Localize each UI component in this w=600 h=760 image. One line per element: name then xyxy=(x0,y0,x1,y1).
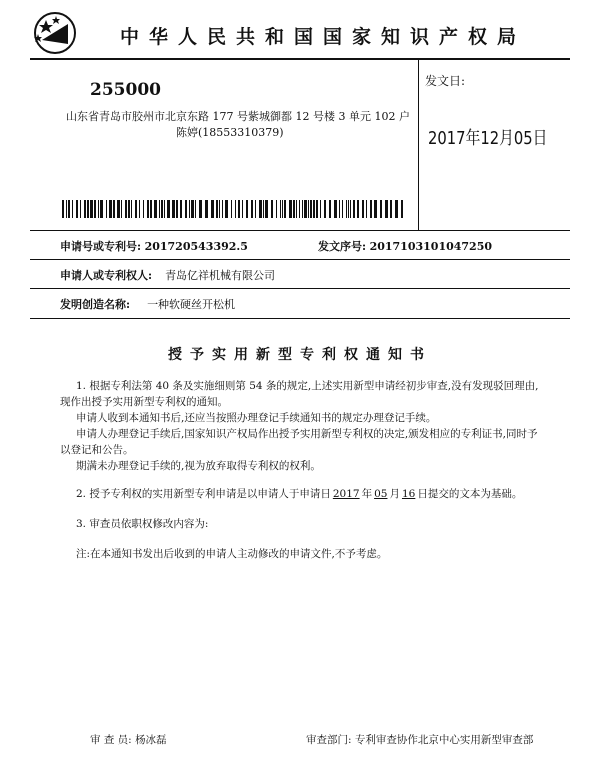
serial-number-label: 发文序号: xyxy=(318,240,367,253)
dispatch-date: 2017年12月05日 xyxy=(428,128,548,149)
paragraph-2-suffix: 日提交的文本为基础。 xyxy=(417,488,523,500)
header-rule xyxy=(30,58,570,60)
invention-label: 发明创造名称: xyxy=(60,298,131,311)
application-number: 201720543392.5 xyxy=(144,240,248,253)
rule-1 xyxy=(30,230,570,231)
filing-month: 05 xyxy=(374,488,388,500)
barcode xyxy=(62,200,406,218)
department-name: 专利审查协作北京中心实用新型审查部 xyxy=(354,734,534,746)
rule-4 xyxy=(30,318,570,319)
year-char: 年 xyxy=(361,488,373,500)
department-label: 审查部门: xyxy=(306,734,352,746)
postcode: 255000 xyxy=(90,80,161,100)
filing-year: 2017 xyxy=(332,488,360,500)
filing-day: 16 xyxy=(401,488,416,500)
office-name: 中华人民共和国国家知识产权局 xyxy=(120,26,527,48)
month-char: 月 xyxy=(389,488,400,500)
examiner-name: 杨冰磊 xyxy=(135,734,167,746)
paragraph-3: 3. 审查员依职权修改内容为: xyxy=(76,518,209,530)
dispatch-date-label: 发文日: xyxy=(425,74,466,88)
notice-title: 授予实用新型专利权通知书 xyxy=(168,347,432,363)
application-number-label: 申请号或专利号: xyxy=(60,240,142,253)
applicant-row xyxy=(60,267,275,283)
recipient: 陈婷(18553310379) xyxy=(176,126,284,139)
invention-name: 一种软硬丝开松机 xyxy=(147,298,236,311)
dispatch-divider xyxy=(418,58,419,230)
applicant-name: 青岛亿祥机械有限公司 xyxy=(165,269,276,282)
paragraph-1c: 申请人办理登记手续后,国家知识产权局作出授予实用新型专利权的决定,颁发相应的专利证书,同时予以登记和公告。 xyxy=(60,428,538,456)
paragraph-1: 1. 根据专利法第 40 条及实施细则第 54 条的规定,上述实用新型申请经初步审查,没有发现驳回理由,现作出授予实用新型专利权的通知。 xyxy=(60,380,539,408)
department xyxy=(306,732,533,747)
serial-number-row xyxy=(318,238,492,254)
invention-row xyxy=(60,296,235,312)
applicant-label: 申请人或专利权人: xyxy=(60,269,153,282)
paragraph-1d: 期满未办理登记手续的,视为放弃取得专利权的权利。 xyxy=(76,460,321,472)
cnipa-logo-icon xyxy=(32,10,78,56)
examiner-label: 审 查 员: xyxy=(90,734,132,746)
paragraph-2-prefix: 2. 授予专利权的实用新型专利申请是以申请人于申请日 xyxy=(76,488,331,500)
paragraph-2 xyxy=(60,486,540,502)
rule-3 xyxy=(30,288,570,289)
examiner xyxy=(90,732,167,747)
paragraph-1b: 申请人收到本通知书后,还应当按照办理登记手续通知书的规定办理登记手续。 xyxy=(76,412,437,424)
mailing-address: 山东省青岛市胶州市北京东路 177 号紫城御都 12 号楼 3 单元 102 户 xyxy=(66,110,410,123)
application-number-row xyxy=(60,238,248,254)
rule-2 xyxy=(30,259,570,260)
serial-number: 2017103101047250 xyxy=(369,240,493,253)
notice-note: 注:在本通知书发出后收到的申请人主动修改的申请文件,不予考虑。 xyxy=(76,548,388,560)
